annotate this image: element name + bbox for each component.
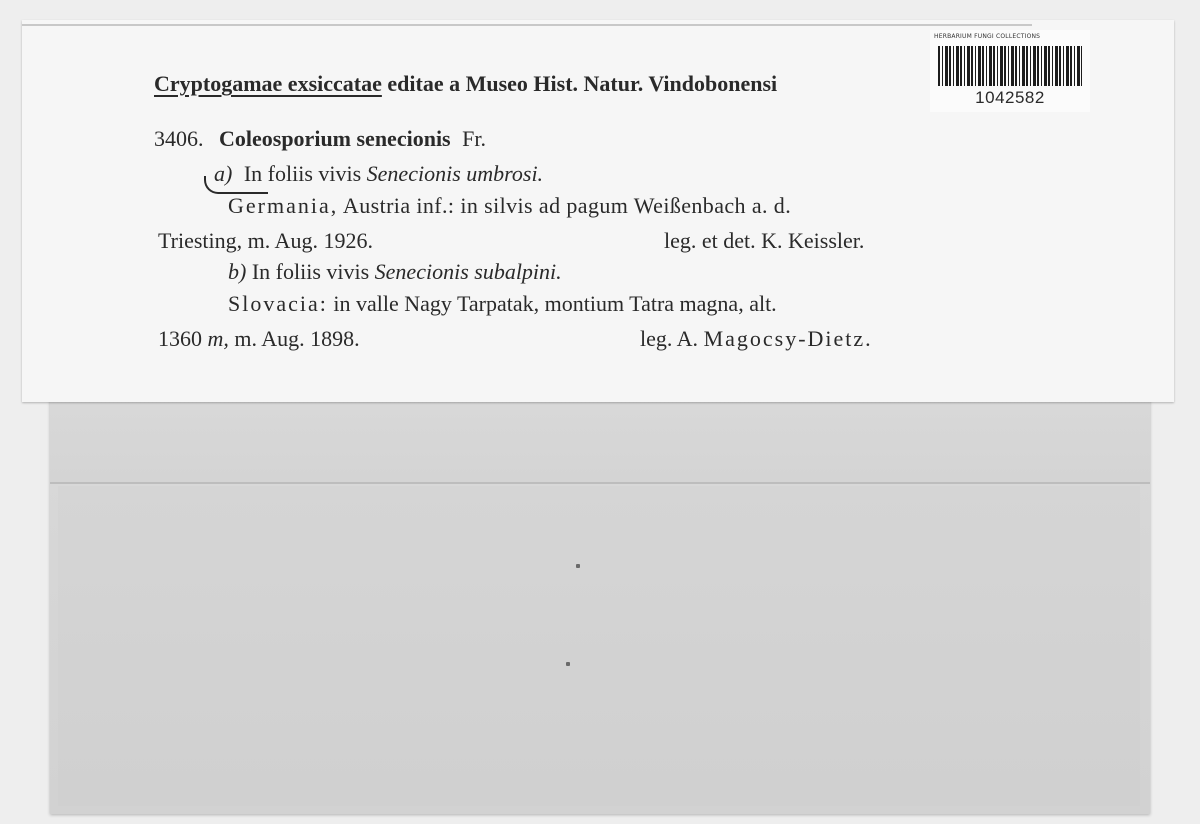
altitude-value: 1360 (158, 326, 202, 351)
date-a: Triesting, m. Aug. 1926. (158, 228, 373, 253)
species-author: Fr. (462, 126, 486, 151)
barcode-number: 1042582 (975, 88, 1045, 107)
collector-a: leg. et det. K. Keissler. (664, 228, 865, 253)
collection-header (154, 70, 777, 98)
habitat-a (210, 160, 543, 188)
specimen-speck (576, 564, 580, 568)
barcode-label (930, 30, 1090, 112)
barcode-bars (938, 46, 1082, 86)
locality-a-country: Germania, (228, 193, 339, 218)
envelope-body (58, 486, 1140, 806)
locality-a (228, 192, 791, 220)
locality-b-detail: in valle Nagy Tarpatak, montium Tatra magna, alt. (333, 291, 777, 316)
collector-b-prefix: leg. A. (640, 326, 699, 351)
specimen-envelope (50, 386, 1150, 814)
herbarium-label (22, 20, 1174, 402)
locality-a-detail: Austria inf.: in silvis ad pagum Weißenbach a. d. (342, 193, 792, 218)
label-top-edge (22, 24, 1032, 26)
habitat-b (228, 258, 562, 286)
collector-b (640, 325, 873, 353)
date-b-text: m. Aug. 1898. (234, 326, 360, 351)
date-b (158, 325, 360, 353)
species-name: Coleosporium senecionis (219, 126, 451, 151)
species-line (154, 125, 486, 153)
part-a-marker: a) (210, 160, 238, 188)
part-b-marker: b) (228, 259, 247, 284)
habitat-a-host: Senecionis umbrosi. (366, 161, 544, 186)
locality-b-country: Slovacia: (228, 291, 328, 316)
habitat-b-prefix: In foliis vivis (251, 259, 370, 284)
barcode-institution: HERBARIUM FUNGI COLLECTIONS (934, 33, 1041, 40)
header-publisher: editae a Museo Hist. Natur. Vindobonensi (387, 71, 778, 96)
locality-b (228, 290, 777, 318)
habitat-b-host: Senecionis subalpini. (374, 259, 562, 284)
altitude-unit: m, (207, 326, 229, 351)
header-series: Cryptogamae exsiccatae (154, 71, 382, 96)
exsiccata-number: 3406. (154, 126, 204, 151)
habitat-a-prefix: In foliis vivis (243, 161, 362, 186)
collector-b-name: Magocsy-Dietz. (703, 326, 873, 351)
specimen-speck (566, 662, 570, 666)
